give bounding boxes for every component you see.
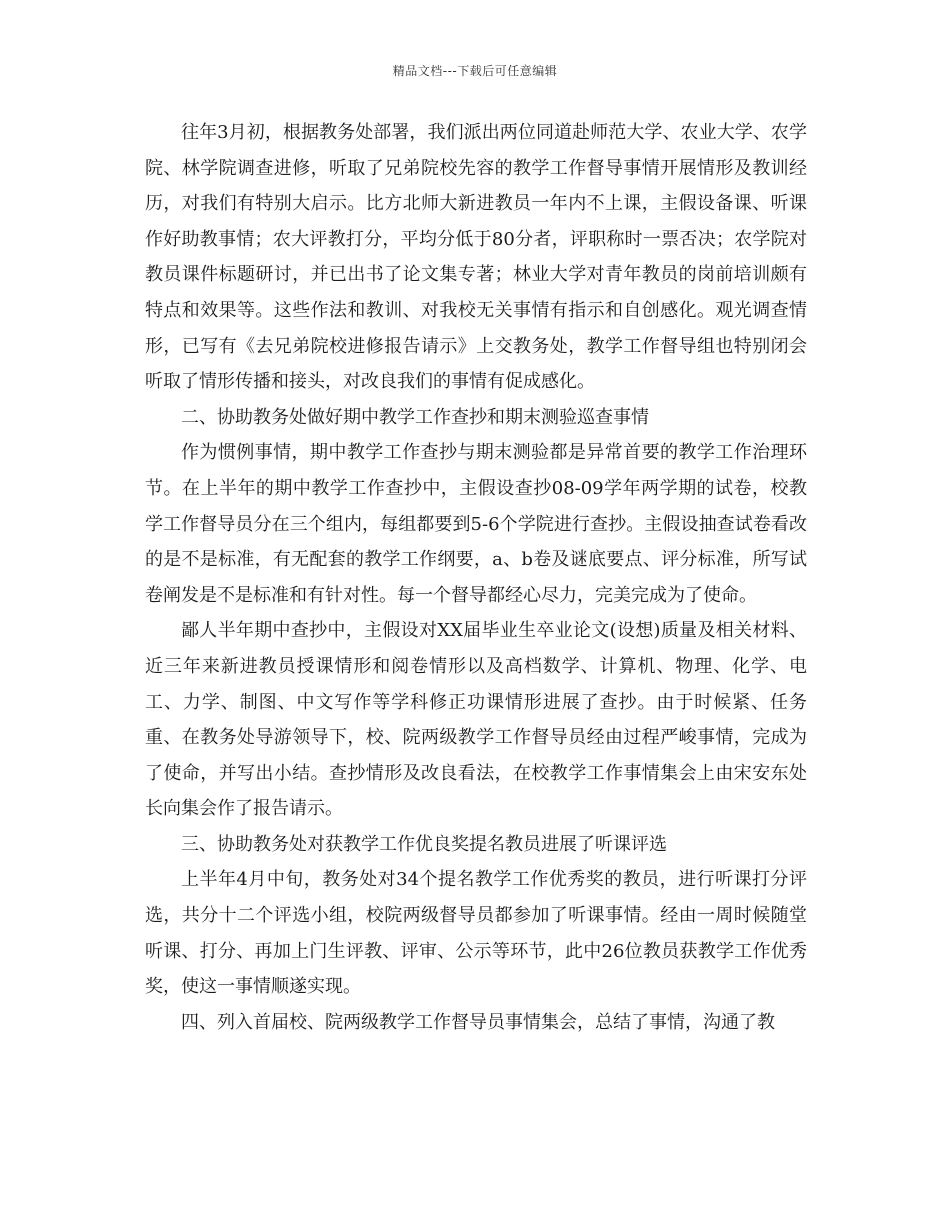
paragraph: 往年3月初，根据教务处部署，我们派出两位同道赴师范大学、农业大学、农学院、林学院调查进修，听取了兄弟院校先容的教学工作督导事情开展情形及教训经历，对我们有特别大启示。比方北师大新进教员一年内不上课，主假设备课、听课作好助教事情；农大评教打分，平均分低于80分者，评职称时一票否决；农学院对教员课件标题研讨，并已出书了论文集专著；林业大学对青年教员的岗前培训颇有特点和效果等。这些作法和教训、对我校无关事情有指示和自创感化。观光调查情形，已写有《去兄弟院校进修报告请示》上交教务处，教学工作督导组也特别闭会听取了情形传播和接头，对改良我们的事情有促成感化。 (145, 122, 807, 393)
paragraph: 鄙人半年期中查抄中，主假设对XX届毕业生卒业论文(设想)质量及相关材料、近三年来新进教员授课情形和阅卷情形以及高档数学、计算机、物理、化学、电工、力学、制图、中文写作等学科修正功课情形进展了查抄。由于时候紧、任务重、在教务处导游领导下，校、院两级教学工作督导员经由过程严峻事情，完成为了使命，并写出小结。查抄情形及改良看法，在校教学工作事情集会上由宋安东处长向集会作了报告请示。 (145, 620, 807, 820)
section-heading: 三、协助教务处对获教学工作优良奖提名教员进展了听课评选 (181, 833, 667, 855)
section-heading: 二、协助教务处做好期中教学工作查抄和期末测验巡查事情 (181, 406, 649, 428)
document-body (145, 115, 807, 1040)
paragraph: 作为惯例事情，期中教学工作查抄与期末测验都是异常首要的教学工作治理环节。在上半年的期中教学工作查抄中，主假设查抄08-09学年两学期的试卷，校教学工作督导员分在三个组内，每组都要到5-6个学院进行查抄。主假设抽查试卷看改的是不是标准，有无配套的教学工作纲要，a、b卷及谜底要点、评分标准，所写试卷阐发是不是标准和有针对性。每一个督导都经心尽力，完美完成为了使命。 (145, 442, 807, 606)
paragraph: 四、列入首届校、院两级教学工作督导员事情集会，总结了事情，沟通了教 (181, 1011, 775, 1033)
page-header: 精品文档---下载后可任意编辑 (392, 64, 558, 78)
paragraph: 上半年4月中旬，教务处对34个提名教学工作优秀奖的教员，进行听课打分评选，共分十二个评选小组，校院两级督导员都参加了听课事情。经由一周时候随堂听课、打分、再加上门生评教、评审、公示等环节，此中26位教员获教学工作优秀奖，使这一事情顺遂实现。 (145, 869, 807, 998)
